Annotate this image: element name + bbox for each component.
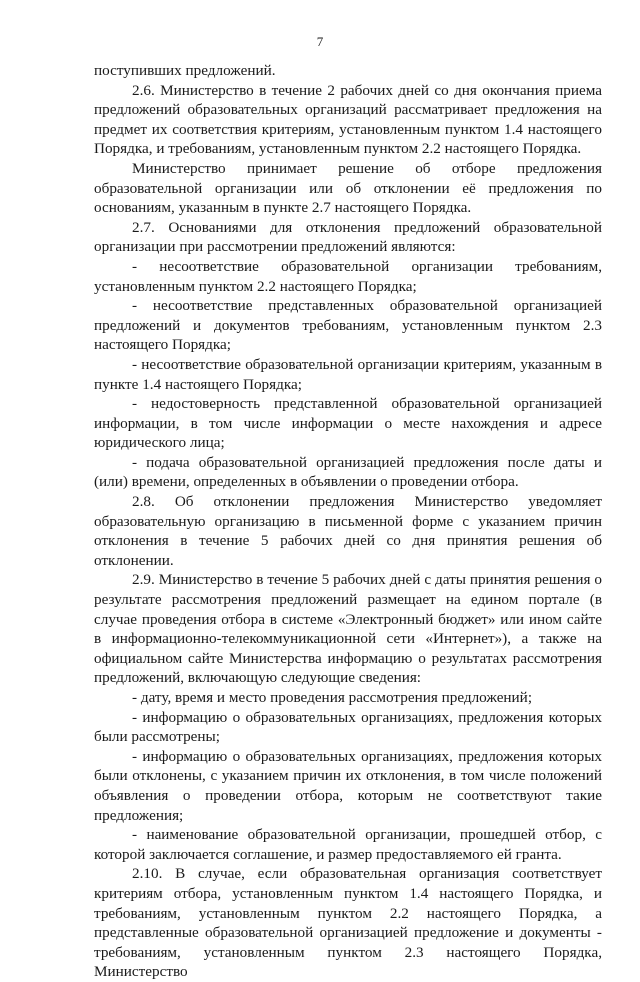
paragraph: 2.9. Министерство в течение 5 рабочих дней с даты принятия решения о результате рассмотрения предложений размещает на едином портале (в случае проведения отбора в системе «Электронный бюджет» или ином сайте в информационно-телекоммуникационной сети «Интернет»), а также на официальном сайте Министерства информацию о результатах рассмотрения предложений, включающую следующие сведения: [94,571,602,687]
list-item: - наименование образовательной организации, прошедшей отбор, с которой заключается соглашение, и размер предоставляемого ей гранта. [94,826,602,863]
paragraph: 2.7. Основаниями для отклонения предложений образовательной организации при рассмотрении предложений являются: [94,218,602,256]
page-number: 7 [316,34,324,49]
list-item: - информацию о образовательных организациях, предложения которых были рассмотрены; [94,708,602,746]
paragraph: 2.10. В случае, если образовательная организация соответствует критериям отбора, установленным пунктом 1.4 настоящего Порядка, и требованиям, установленным пунктом 2.2 настоящего Порядка, а представленные образовательной организацией предложение и документы - требованиям, установленным пунктом 2.3 настоящего Порядка, Министерство [94,865,602,981]
document-body [94,61,602,982]
list-item: - недостоверность представленной образовательной организацией информации, в том числе информации о месте нахождения и адресе юридического лица; [94,395,602,452]
paragraph: 2.8. Об отклонении предложения Министерство уведомляет образовательную организацию в письменной форме с указанием причин отклонения в течение 5 рабочих дней со дня принятия решения об отклонении. [94,493,602,569]
paragraph: 2.6. Министерство в течение 2 рабочих дней со дня окончания приема предложений образовательных организаций рассматривает предложения на предмет их соответствия критериям, установленным пунктом 1.4 настоящего Порядка, и требованиям, установленным пунктом 2.2 настоящего Порядка. [94,81,602,158]
list-item: - дату, время и место проведения рассмотрения предложений; [132,689,533,706]
list-item: - информацию о образовательных организациях, предложения которых были отклонены, с указанием причин их отклонения, в том числе положений объявления о проведении отбора, которым не соответствуют такие предложения; [94,747,602,824]
paragraph: поступивших предложений. [94,62,276,79]
paragraph: Министерство принимает решение об отборе предложения образовательной организации или об отклонении её предложения по основаниям, указанным в пункте 2.7 настоящего Порядка. [94,159,602,217]
list-item: - подача образовательной организацией предложения после даты и (или) времени, определенных в объявлении о проведении отбора. [94,453,602,491]
list-item: - несоответствие образовательной организации критериям, указанным в пункте 1.4 настоящего Порядка; [94,355,602,393]
list-item: - несоответствие представленных образовательной организацией предложений и документов требованиям, установленным пунктом 2.3 настоящего Порядка; [94,297,602,354]
list-item: - несоответствие образовательной организации требованиям, установленным пунктом 2.2 настоящего Порядка; [94,257,602,295]
